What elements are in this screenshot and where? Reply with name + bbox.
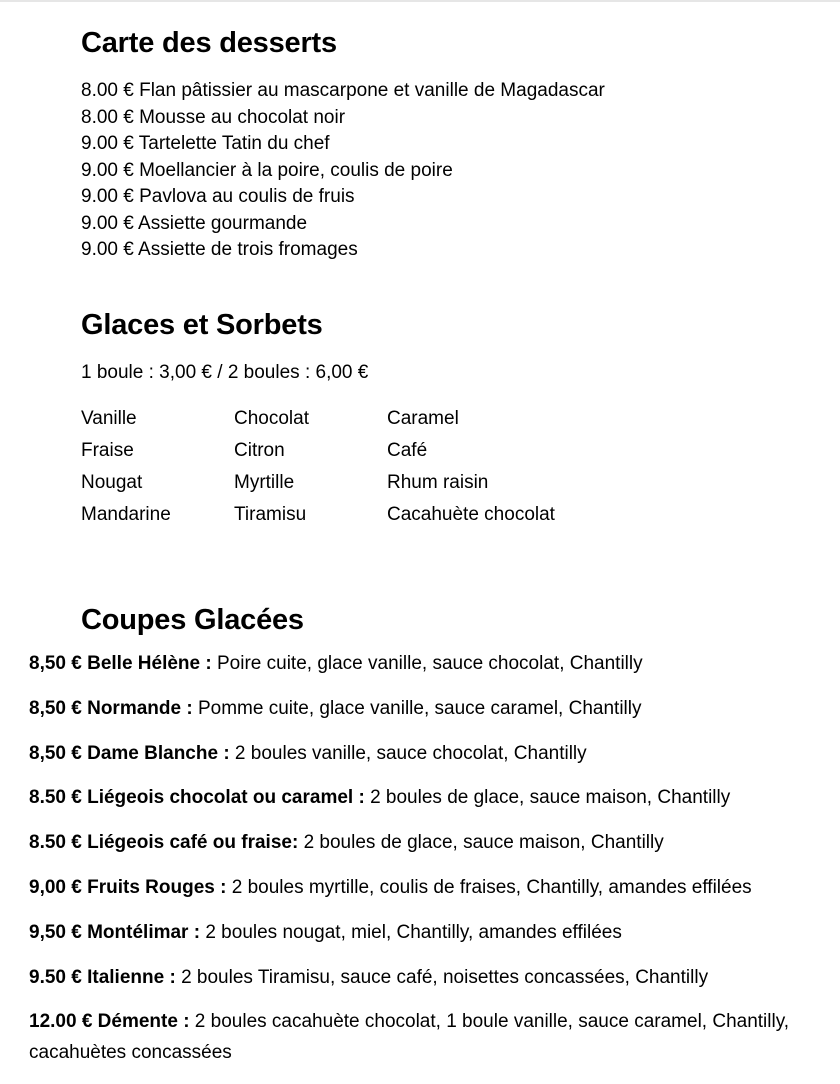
flavors-grid: [81, 403, 647, 531]
flavor: Rhum raisin: [387, 472, 489, 493]
coupe-description: Pomme cuite, glace vanille, sauce caramel, Chantilly: [192, 697, 642, 719]
flavor: Tiramisu: [234, 504, 307, 525]
coupe-name: 8.50 € Liégeois café ou fraise:: [29, 832, 299, 854]
coupe-description: 2 boules cacahuète chocolat, 1 boule vanille, sauce caramel, Chantilly, cacahuètes concassées: [29, 1011, 790, 1064]
coupe-name: 8,50 € Normande :: [29, 697, 193, 719]
desserts-list: [81, 78, 605, 264]
top-divider: [0, 0, 840, 2]
dessert-item: 9.00 € Moellancier à la poire, coulis de poire: [81, 159, 453, 181]
coupes-list: [29, 648, 809, 1082]
flavor: Myrtille: [234, 472, 295, 493]
coupes-title: Coupes Glacées: [81, 604, 304, 636]
coupe-name: 8,50 € Dame Blanche :: [29, 742, 230, 764]
coupe-item: [29, 872, 809, 903]
coupe-item: [29, 693, 809, 724]
coupe-description: 2 boules Tiramisu, sauce café, noisettes concassées, Chantilly: [175, 966, 709, 988]
glaces-price-note: 1 boule : 3,00 € / 2 boules : 6,00 €: [81, 362, 369, 383]
coupe-name: 8.50 € Liégeois chocolat ou caramel :: [29, 787, 365, 809]
coupe-item: [29, 1006, 809, 1068]
flavor: Fraise: [81, 440, 134, 461]
dessert-item: 8.00 € Mousse au chocolat noir: [81, 106, 346, 128]
coupe-name: 9,50 € Montélimar :: [29, 921, 201, 943]
coupe-name: 9,00 € Fruits Rouges :: [29, 876, 227, 898]
coupe-item: [29, 917, 809, 948]
flavor: Café: [387, 440, 428, 461]
coupe-description: Poire cuite, glace vanille, sauce chocolat, Chantilly: [211, 653, 643, 674]
coupe-name: 12.00 € Démente :: [29, 1011, 190, 1033]
flavor: Citron: [234, 440, 285, 461]
coupe-name: 9.50 € Italienne :: [29, 966, 176, 988]
dessert-item: 9.00 € Tartelette Tatin du chef: [81, 133, 330, 154]
dessert-item: 9.00 € Assiette de trois fromages: [81, 239, 358, 260]
glaces-title: Glaces et Sorbets: [81, 309, 323, 341]
coupe-item: [29, 962, 809, 993]
flavor: Chocolat: [234, 408, 309, 429]
coupe-item: [29, 782, 809, 813]
flavor: Cacahuète chocolat: [387, 504, 555, 525]
flavor: Mandarine: [81, 504, 171, 525]
dessert-item: 9.00 € Assiette gourmande: [81, 212, 308, 234]
flavor: Vanille: [81, 408, 137, 429]
coupe-description: 2 boules nougat, miel, Chantilly, amandes effilées: [200, 921, 622, 943]
dessert-item: 9.00 € Pavlova au coulis de fruis: [81, 186, 355, 207]
flavor: Nougat: [81, 472, 143, 493]
flavor: Caramel: [387, 408, 459, 429]
coupe-description: 2 boules myrtille, coulis de fraises, Chantilly, amandes effilées: [226, 876, 752, 898]
coupe-item: [29, 827, 809, 858]
dessert-item: 8.00 € Flan pâtissier au mascarpone et vanille de Magadascar: [81, 80, 605, 101]
coupe-item: [29, 648, 809, 679]
desserts-title: Carte des desserts: [81, 27, 337, 59]
coupe-description: 2 boules de glace, sauce maison, Chantilly: [298, 832, 664, 854]
coupe-name: 8,50 € Belle Hélène :: [29, 653, 212, 674]
coupe-item: [29, 738, 809, 769]
coupe-description: 2 boules vanille, sauce chocolat, Chantilly: [229, 742, 587, 764]
coupe-description: 2 boules de glace, sauce maison, Chantilly: [364, 787, 731, 809]
